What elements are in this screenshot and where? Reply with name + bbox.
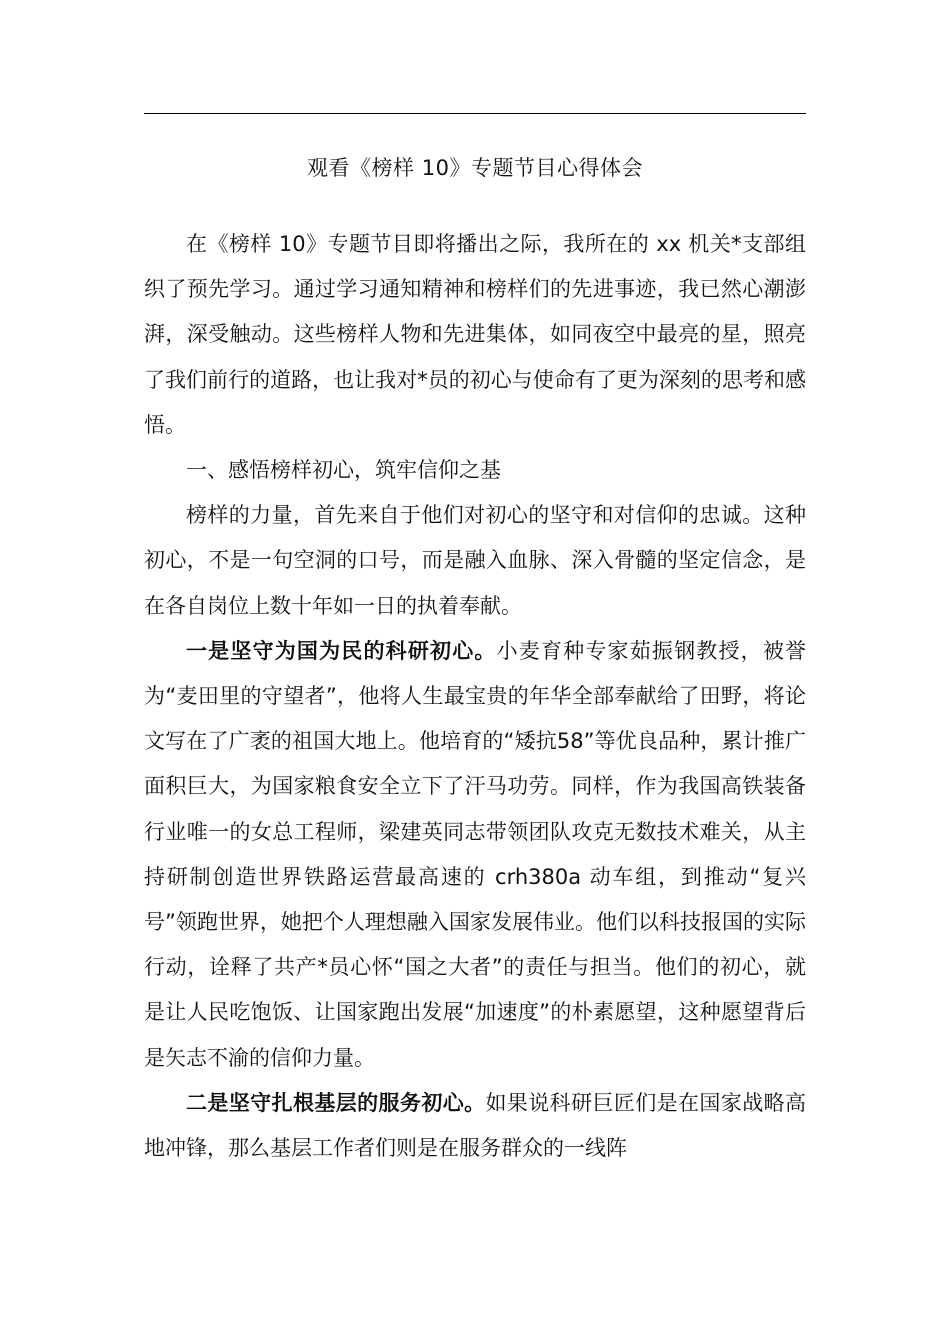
paragraph-text: 小麦育种专家茹振钢教授，被誉为“麦田里的守望者”，他将人生最宝贵的年华全部奉献给了田野，将论文写在了广袤的祖国大地上。他培育的“矮抗58”等优良品种，累计推广面积巨大，为国家粮食安全立下了汗马功劳。同样，作为我国高铁装备行业唯一的女总工程师，梁建英同志带领团队攻克无数技术难关，从主持研制创造世界铁路运营最高速的 crh380a 动车组，到推动“复兴号”领跑世界，她把个人理想融入国家发展伟业。他们以科技报国的实际行动，诠释了共产*员心怀“国之大者”的责任与担当。他们的初心，就是让人民吃饱饭、让国家跑出发展“加速度”的朴素愿望，这种愿望背后是矢志不渝的信仰力量。 [144, 638, 806, 1070]
document-body [144, 222, 806, 1171]
paragraph-text: 在《榜样 10》专题节目即将播出之际，我所在的 xx 机关*支部组织了预先学习。通过学习通知精神和榜样们的先进事迹，我已然心潮澎湃，深受触动。这些榜样人物和先进集体，如同夜空中最亮的星，照亮了我们前行的道路，也让我对*员的初心与使命有了更为深刻的思考和感悟。 [144, 232, 806, 437]
paragraph-lead: 一是坚守为国为民的科研初心。 [186, 638, 497, 663]
paragraph-point-2 [144, 1081, 806, 1171]
paragraph-text: 榜样的力量，首先来自于他们对初心的坚守和对信仰的忠诚。这种初心，不是一句空洞的口号，而是融入血脉、深入骨髓的坚定信念，是在各自岗位上数十年如一日的执着奉献。 [144, 503, 806, 618]
paragraph-intro [144, 222, 806, 448]
paragraph-point-1 [144, 629, 806, 1081]
paragraph-section-1-intro [144, 493, 806, 629]
paragraph-text: 如果说科研巨匠们是在国家战略高地冲锋，那么基层工作者们则是在服务群众的一线阵 [144, 1090, 806, 1161]
header-rule [144, 113, 806, 114]
paragraph-lead: 二是坚守扎根基层的服务初心。 [186, 1090, 486, 1115]
document-title: 观看《榜样 10》专题节目心得体会 [307, 156, 643, 180]
section-heading-text: 一、感悟榜样初心，筑牢信仰之基 [186, 458, 501, 483]
section-heading-1 [144, 448, 806, 493]
